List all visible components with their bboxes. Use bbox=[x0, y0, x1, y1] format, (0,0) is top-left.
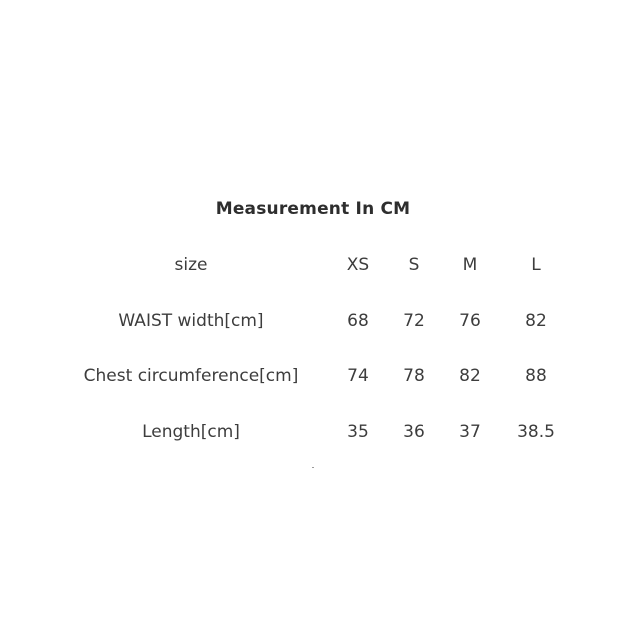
table-cell: 78 bbox=[403, 366, 425, 386]
table-cell: 37 bbox=[459, 422, 481, 442]
table-row-waist bbox=[0, 296, 640, 352]
table-cell: 38.5 bbox=[517, 422, 555, 442]
table-cell: 72 bbox=[403, 311, 425, 331]
header-l: L bbox=[531, 255, 541, 275]
table-row-length bbox=[0, 407, 640, 463]
row-label: Length[cm] bbox=[142, 422, 240, 442]
table-cell: 35 bbox=[347, 422, 369, 442]
row-label: Chest circumference[cm] bbox=[83, 366, 299, 386]
table-cell: 74 bbox=[347, 366, 369, 386]
table-cell: 82 bbox=[525, 311, 547, 331]
table-cell: 68 bbox=[347, 311, 369, 331]
table-row-chest bbox=[0, 351, 640, 407]
table-cell: 76 bbox=[459, 311, 481, 331]
header-m: M bbox=[462, 255, 478, 275]
table-cell: 82 bbox=[459, 366, 481, 386]
row-label: WAIST width[cm] bbox=[118, 311, 264, 331]
table-cell: 36 bbox=[403, 422, 425, 442]
chart-title: Measurement In CM bbox=[215, 199, 411, 219]
table-cell: 88 bbox=[525, 366, 547, 386]
stray-dot bbox=[312, 467, 314, 468]
table-header-row bbox=[0, 240, 640, 296]
header-xs: XS bbox=[346, 255, 370, 275]
header-size-label: size bbox=[174, 255, 208, 275]
header-s: S bbox=[408, 255, 420, 275]
